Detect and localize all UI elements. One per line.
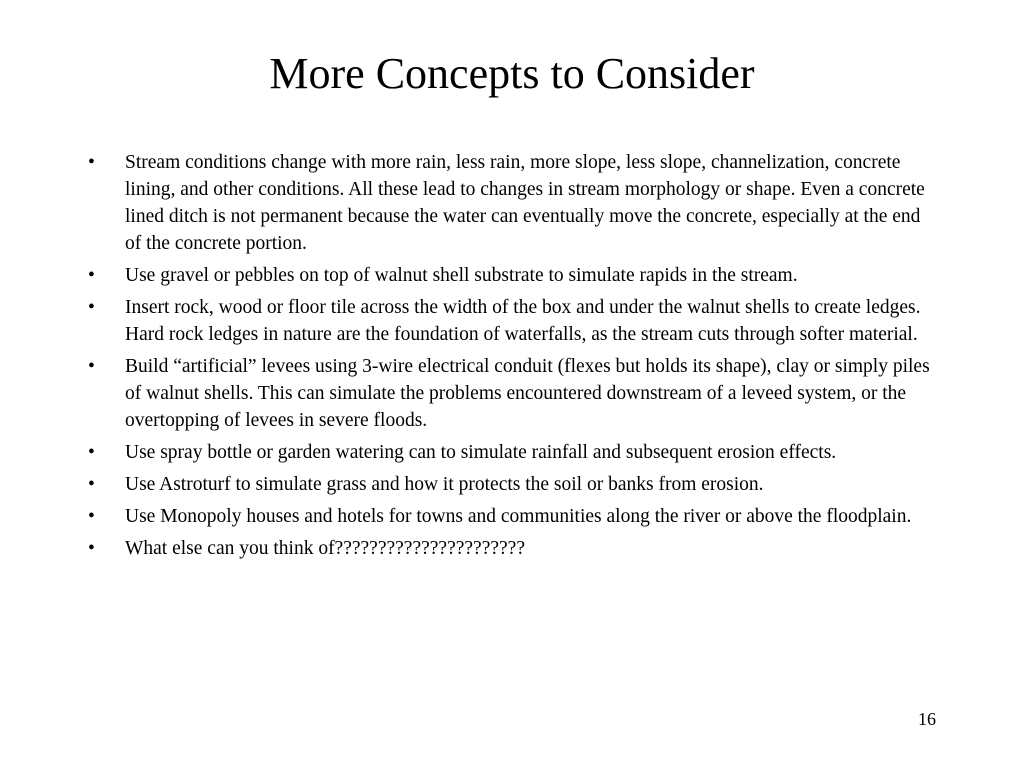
bullet-item <box>88 471 938 498</box>
bullet-point-icon: • <box>88 538 95 559</box>
page-number: 16 <box>918 709 936 729</box>
bullet-item <box>88 294 938 348</box>
bullet-point-icon: • <box>88 265 95 286</box>
bullet-text: What else can you think of?????????????????????? <box>125 538 525 559</box>
bullet-list <box>88 149 938 567</box>
bullet-text: Build “artificial” levees using 3-wire electrical conduit (flexes but holds its shape), clay or simply piles of walnut shells. This can simulate the problems encountered downstream of a leveed system, or the overtopping of levees in severe floods. <box>125 356 930 431</box>
bullet-text: Use gravel or pebbles on top of walnut shell substrate to simulate rapids in the stream. <box>125 265 798 286</box>
bullet-point-icon: • <box>88 152 95 173</box>
bullet-item <box>88 439 938 466</box>
slide-title: More Concepts to Consider <box>269 49 755 98</box>
bullet-text: Use Monopoly houses and hotels for towns and communities along the river or above the floodplain. <box>125 506 912 527</box>
bullet-point-icon: • <box>88 442 95 463</box>
bullet-point-icon: • <box>88 506 95 527</box>
bullet-item <box>88 353 938 434</box>
bullet-point-icon: • <box>88 297 95 318</box>
bullet-text: Insert rock, wood or floor tile across the width of the box and under the walnut shells to create ledges. Hard rock ledges in nature are the foundation of waterfalls, as the stream cuts through softer material. <box>125 297 921 345</box>
bullet-point-icon: • <box>88 474 95 495</box>
bullet-text: Stream conditions change with more rain, less rain, more slope, less slope, channelization, concrete lining, and other conditions. All these lead to changes in stream morphology or shape. Even a concrete lined ditch is not permanent because the water can eventually move the concrete, especially at the end of the concrete portion. <box>125 152 925 254</box>
bullet-point-icon: • <box>88 356 95 377</box>
bullet-item <box>88 535 938 562</box>
bullet-item <box>88 262 938 289</box>
bullet-item <box>88 503 938 530</box>
bullet-item <box>88 149 938 257</box>
bullet-text: Use Astroturf to simulate grass and how it protects the soil or banks from erosion. <box>125 474 764 495</box>
bullet-text: Use spray bottle or garden watering can to simulate rainfall and subsequent erosion effects. <box>125 442 837 463</box>
